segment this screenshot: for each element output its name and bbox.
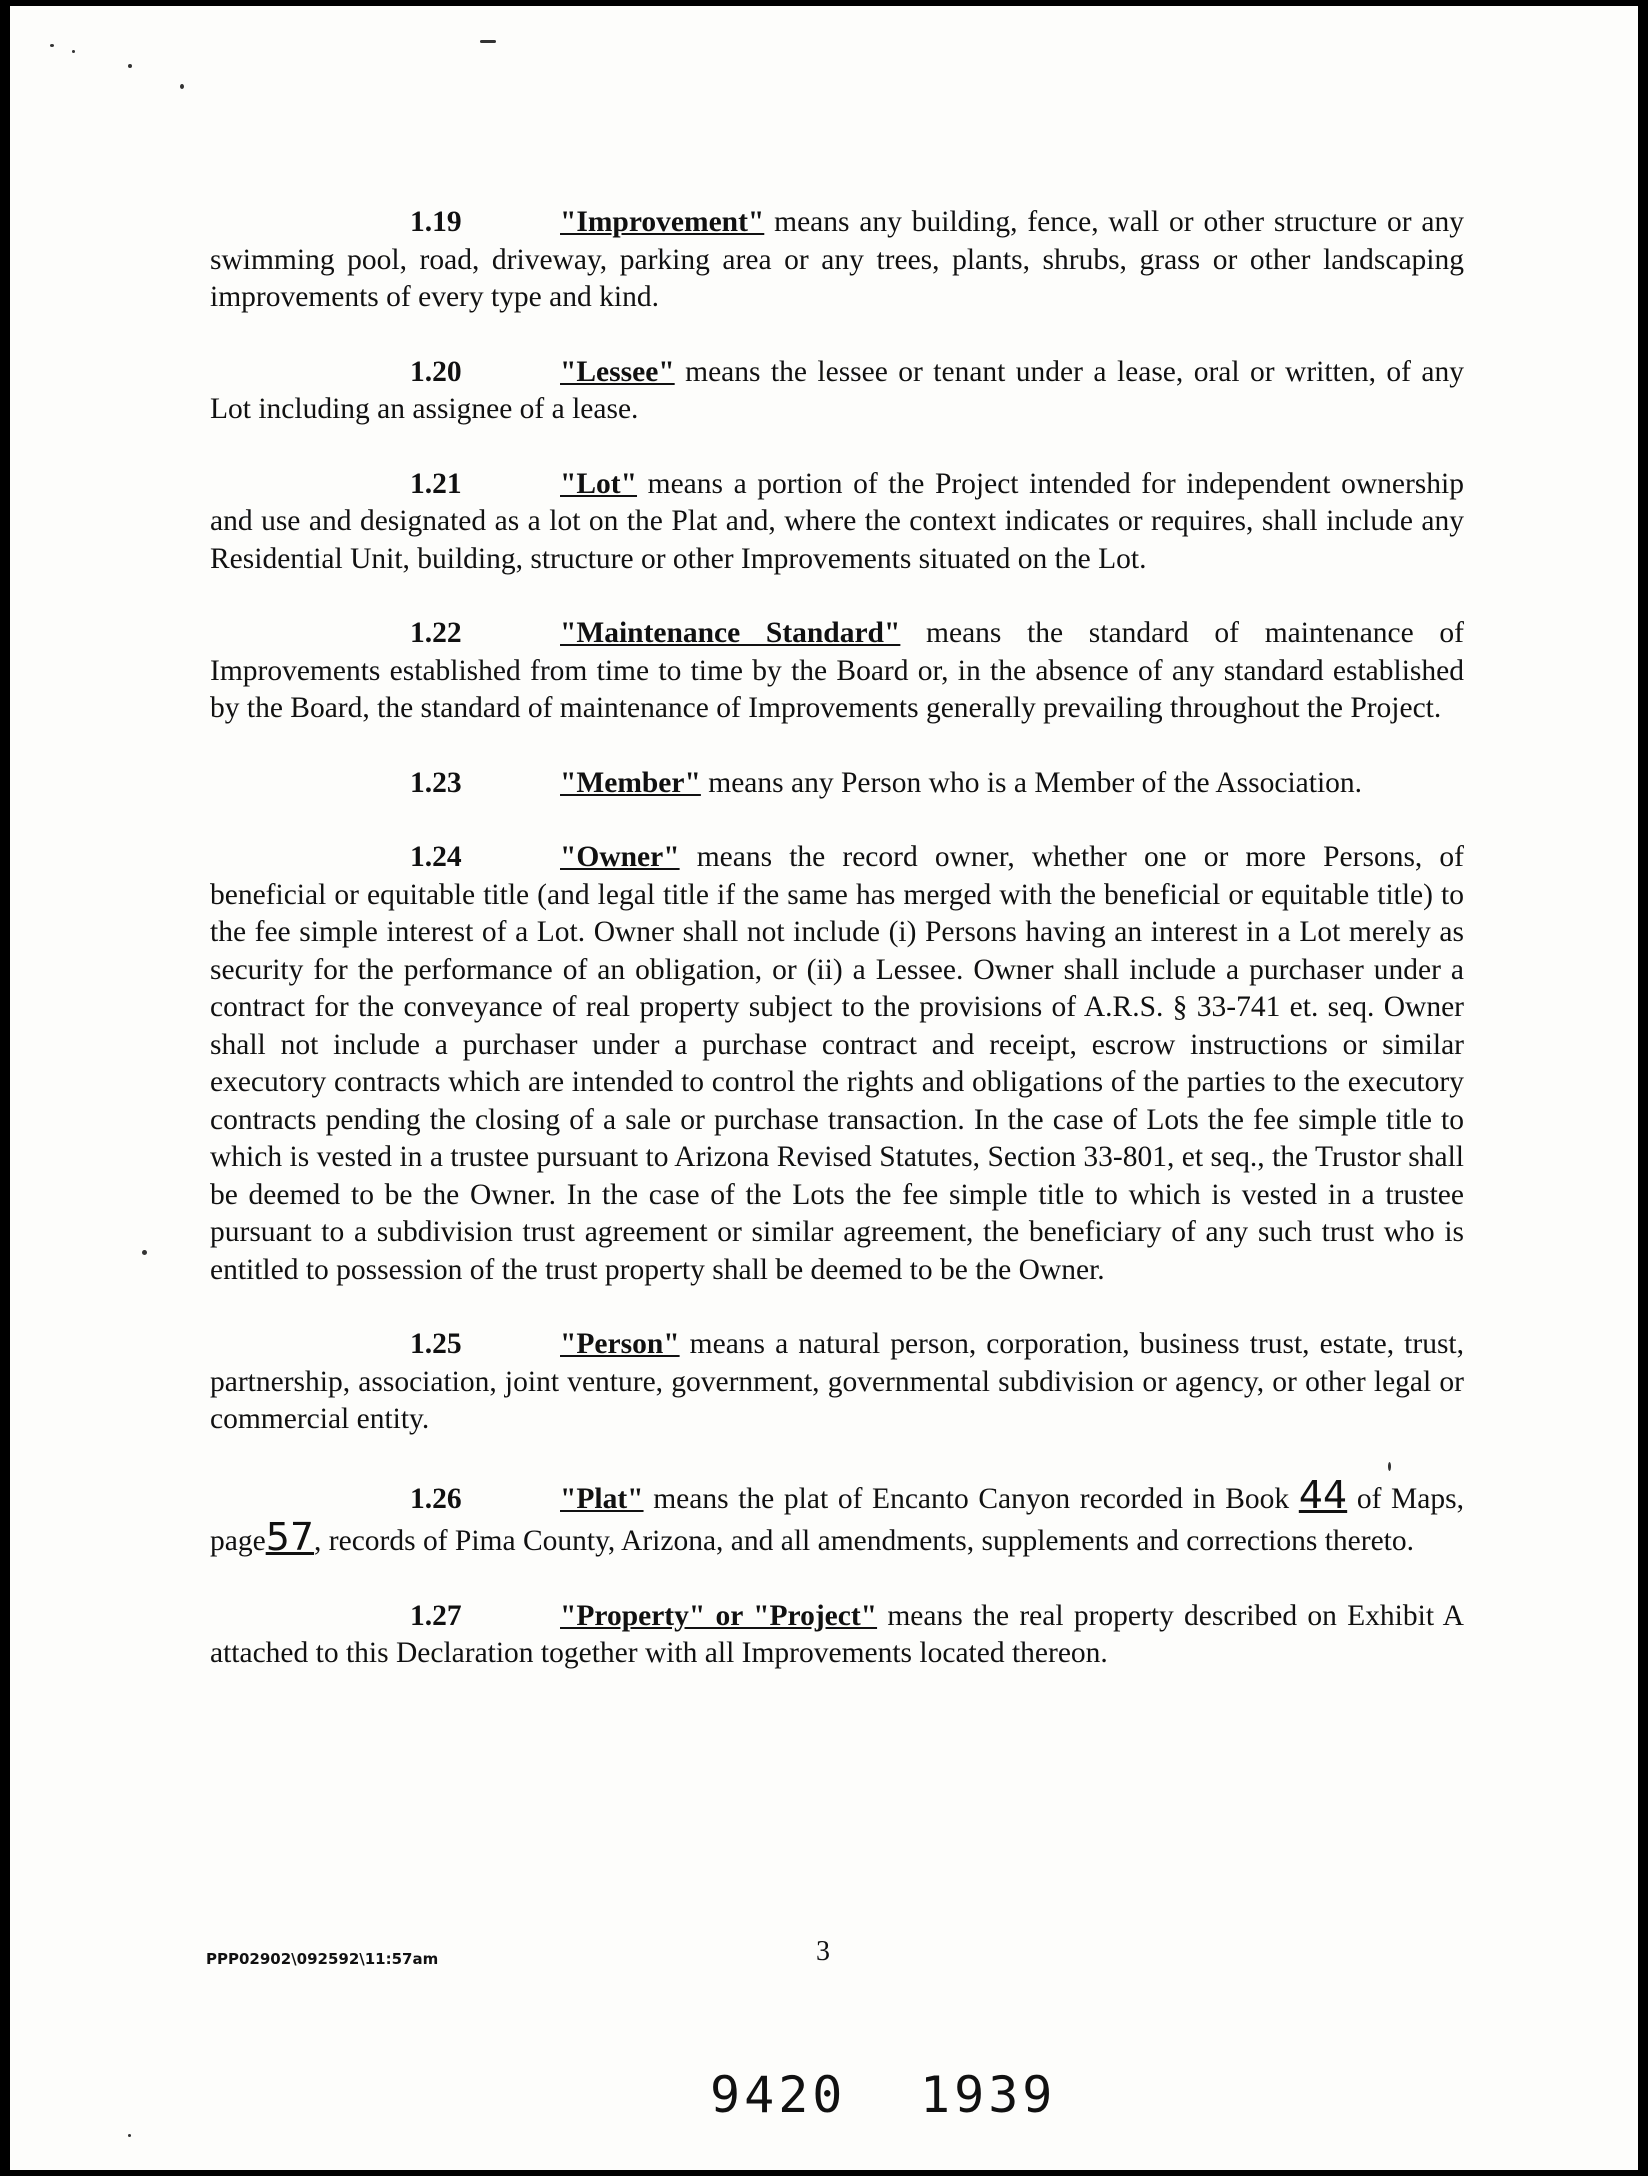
section-number: 1.24: [410, 841, 462, 873]
definition-1-19: [210, 204, 1464, 317]
definition-text: means the lessee or tenant under a lease, oral or written, of any Lot including an assignee of a lease.: [210, 355, 1464, 425]
definition-text: means any Person who is a Member of the Association.: [700, 766, 1363, 799]
definition-1-22: [210, 615, 1464, 728]
defined-term: "Person": [560, 1328, 680, 1360]
section-number: 1.20: [410, 355, 462, 388]
handwritten-book-number: 44: [1298, 1472, 1348, 1517]
defined-term: "Property" or "Project": [560, 1599, 878, 1632]
scan-speck: [480, 40, 496, 43]
definition-1-20: [210, 354, 1464, 429]
definition-text: means the real property described on Exhibit A attached to this Declaration together with all Improvements located thereon.: [210, 1599, 1464, 1669]
document-body: [210, 204, 1464, 1710]
definition-text: means a natural person, corporation, business trust, estate, trust, partnership, association, joint venture, government, governmental subdivision or agency, or other legal or commercial entity.: [210, 1328, 1464, 1435]
definition-text: means the plat of Encanto Canyon recorded in Book: [643, 1482, 1299, 1515]
file-reference: PPP02902\092592\11:57am: [206, 1950, 439, 1968]
defined-term: "Improvement": [560, 206, 765, 238]
defined-term: "Maintenance Standard": [560, 617, 901, 649]
scan-speck: [128, 2134, 131, 2137]
defined-term: "Owner": [560, 841, 680, 873]
section-number: 1.27: [410, 1599, 462, 1632]
definition-text: , records of Pima County, Arizona, and all amendments, supplements and corrections thereto.: [314, 1525, 1415, 1557]
defined-term: "Member": [560, 766, 701, 799]
definition-1-27: [210, 1598, 1464, 1673]
section-number: 1.21: [410, 467, 462, 500]
section-number: 1.25: [410, 1328, 462, 1360]
definition-1-21: [210, 466, 1464, 579]
section-number: 1.23: [410, 766, 462, 799]
handwritten-page-number: 57: [265, 1515, 315, 1559]
scan-speck: [128, 64, 132, 68]
defined-term: "Plat": [560, 1482, 644, 1515]
definition-1-23: [210, 765, 1464, 803]
recording-docket-number: 9420: [710, 2066, 847, 2124]
scan-speck: [180, 84, 184, 89]
document-sheet: [10, 6, 1638, 2170]
section-number: 1.22: [410, 617, 462, 649]
scan-speck: [142, 1250, 147, 1255]
page-number: 3: [816, 1936, 830, 1967]
definition-text: of Maps, page: [210, 1482, 1464, 1557]
section-number: 1.26: [410, 1482, 462, 1515]
definition-text: means the record owner, whether one or more Persons, of beneficial or equitable title (and legal title if the same has merged with the beneficial or equitable title) to the fee simple interest of a Lot. Owner shall not include (i) Persons having an interest in a Lot merely as security for the performance of an obligation, or (ii) a Lessee. Owner shall include a purchaser under a contract for the conveyance of real property subject to the provisions of A.R.S. § 33-741 et. seq. Owner shall not include a purchaser under a purchase contract and receipt, escrow instructions or similar executory contracts which are intended to control the rights and obligations of the parties to the executory contracts pending the closing of a sale or purchase transaction. In the case of Lots the fee simple title to which is vested in a trustee pursuant to Arizona Revised Statutes, Section 33-801, et seq., the Trustor shall be deemed to be the Owner. In the case of the Lots the fee simple title to which is vested in a trustee pursuant to a subdivision trust agreement or similar agreement, the beneficiary of any such trust who is entitled to possession of the trust property shall be deemed to be the Owner.: [210, 841, 1464, 1286]
definition-1-25: [210, 1326, 1464, 1439]
recording-page-number: 1939: [920, 2066, 1057, 2124]
definition-text: means the standard of maintenance of Improvements established from time to time by the Board or, in the absence of any standard established by the Board, the standard of maintenance of Improvements generally prevailing throughout the Project.: [210, 617, 1465, 724]
definition-text: means a portion of the Project intended for independent ownership and use and designated as a lot on the Plat and, where the context indicates or requires, shall include any Residential Unit, building, structure or other Improvements situated on the Lot.: [210, 467, 1464, 575]
definition-text: means any building, fence, wall or other structure or any swimming pool, road, driveway, parking area or any trees, plants, shrubs, grass or other landscaping improvements of every type and kind.: [210, 206, 1464, 313]
defined-term: "Lot": [560, 467, 638, 500]
defined-term: "Lessee": [560, 355, 675, 388]
definition-1-26: [210, 1472, 1464, 1561]
scan-speck: [50, 44, 54, 47]
section-number: 1.19: [410, 206, 462, 238]
definition-1-24: [210, 839, 1464, 1289]
scan-speck: [72, 50, 75, 53]
